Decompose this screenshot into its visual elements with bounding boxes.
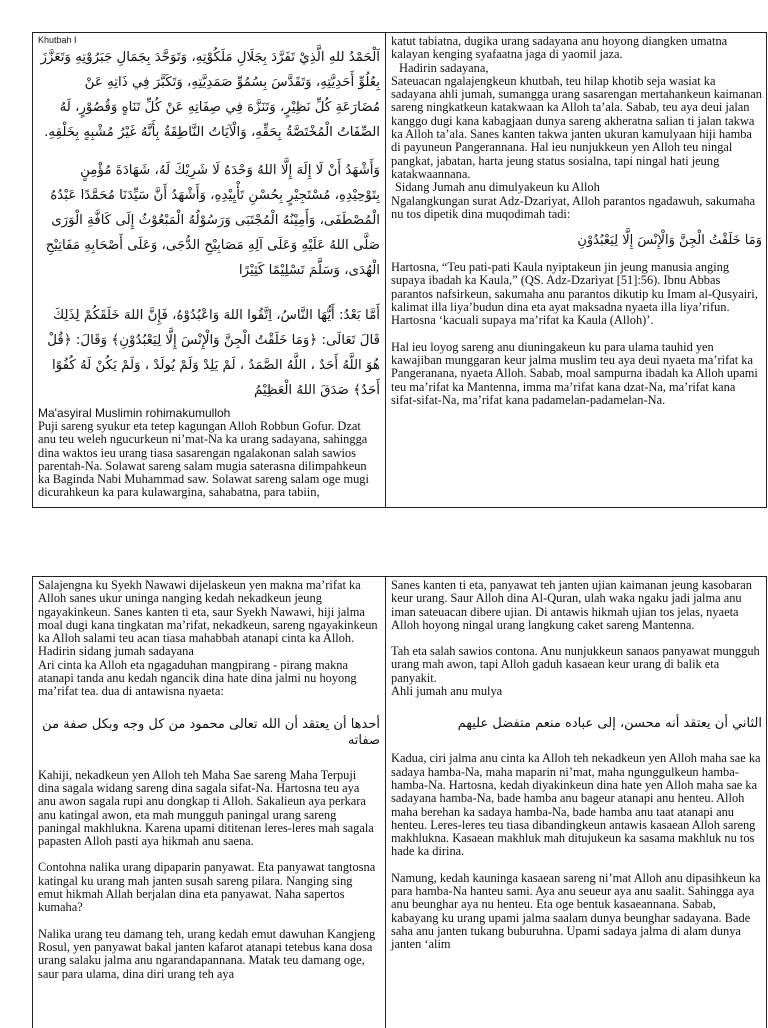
paragraph: Puji sareng syukur eta tetep kagungan Alloh Robbun Gofur. Dzat anu teu weleh ngucurkeun ni’mat-Na ka urang sadayana, sahingga dina waktos ieu urang tiasa sasarengan ngalakonan salah sawios parentah-Na. Solawat sareng salam mugia saterasna dilimpahkeun ka Baginda Nabi Muhammad saw. Solawat sareng salam oge mugi dicurahkeun ka para kulawargina, sahabatna, para tabiin,: [38, 419, 369, 500]
paragraph: Sanes kanten ti eta, panyawat teh janten ujian kaimanan jeung kasobaran keur urang. Saur Alloh dina Al-Quran, ulah waka ngaku jadi jalma anu iman sateuacan dibere ujian. Di antawis hikmah ujian tos jelas, nyaeta Alloh hoyong ningal urang langkung caket sareng Mantenna.: [391, 578, 752, 632]
paragraph: Contohna nalika urang dipaparin panyawat. Eta panyawat tangtosna katingal ku urang mah janten susah sareng pilara. Nanging sing emut hikmah Allah berjalan dina eta panyawat. Naha sapertos kumaha?: [38, 860, 376, 915]
arabic-opening-praise: اَلْحَمْدُ للهِ الَّذِيْ تَفَرَّدَ بِجَلَالِ مَلَكُوْتِهِ، وَتَوَحَّدَ بِجَمَالِ جَبَرُوْتِهِ وَتَعَزَّزَ بِعُلُوِّ أَحَدِيَّتِهِ، وَتَقَدَّسَ بِسُمُوِّ صَمَدِيَّتِهِ، وَتَكَبَّرَ فِي ذَاتِهِ عَنْ مُضَارَعَةِ كُلِّ نَظِيْرٍ، وَتَنَزَّهَ فِي صِفَاتِهِ عَنْ كُلِّ تَنَاهٍ وَقُصُوْرٍ، لَهُ الصِّفَاتُ الْمُخْتَصَّةُ بِحَقِّهِ، وَالْآيَاتُ النَّاطِقَةُ بِأَنَّهُ غَيْرُ مُشْبِهٍ بِخَلْقِهِ.: [40, 50, 380, 140]
paragraph: Hadirin sidang jumah sadayana: [38, 644, 194, 659]
paragraph: Sidang Jumah anu dimulyakeun ku Alloh: [395, 180, 600, 195]
paragraph: Kadua, ciri jalma anu cinta ka Alloh teh nekadkeun yen Alloh maha sae ka sadaya hamba-Na, maha maparin ni’mat, maha ngunggulkeun hamba-hamba-Na. Hartosna, kedah diyakinkeun dina hate yen Alloh maha sae ka sadayana hamba-Na, bade hamba anu bageur atanapi anu henteu. Alloh maha berehan ka sadaya hamba-Na, bade hamba anu taat atanapi anu henteu. Leres-leres teu tiasa dibandingkeun antawis kasaean Alloh sareng makhlukna. Kasaean makhluk mah ditujukeun ka sasama makhluk nu tos hade ka dirina.: [391, 751, 761, 859]
paragraph: katut tabiatna, dugika urang sadayana anu hoyong diangken umatna kalayan kenging syafaatna jaga di yaomil jaza.: [391, 34, 728, 62]
arabic-amma-badu: أَمَّا بَعْدُ: أَيُّهَا النَّاسُ، اِتَّقُوا اللهَ وَاعْبُدُوْهُ، فَإِنَّ اللهَ خَلَقَكُمْ لِذَلِكَ قَالَ تَعَالَى: ﴿وَمَا خَلَقْتُ الْجِنَّ وَالْإِنْسَ إِلَّا لِيَعْبُدُوْنِ﴾ وَقَالَ: ﴿قُلْ هُوَ اللَّهُ أَحَدٌ ، اللَّهُ الصَّمَدُ ، لَمْ يَلِدْ وَلَمْ يُولَدْ ، وَلَمْ يَكُنْ لَهُ كُفُوًا أَحَدٌ﴾ صَدَقَ اللهُ الْعَظِيْمُ: [47, 308, 380, 398]
paragraph: Hartosna, “Teu pati-pati Kaula nyiptakeun jin jeung manusia anging supaya ibadah ka Kaula,” (QS. Adz-Dzariyat [51]:56). Ibnu Abbas parantos nafsirkeun, sakumaha anu parantos dikutip ku Imam al-Qusyairi, kalimat illa liya’budun dina eta ayat maksadna nyaeta illa liya’rifun. Hartosna ‘kacuali supaya ma’rifat ka Kaula (Alloh)’.: [391, 260, 758, 328]
paragraph: Tah eta salah sawios contona. Anu nunjukkeun sanaos panyawat mungguh urang mah awon, tapi Alloh gaduh kasaean keur urang di balik eta panyakit.: [391, 644, 760, 685]
paragraph: Ngalangkungan surat Adz-Dzariyat, Alloh parantos ngadawuh, sakumaha nu tos dipetik dina muqodimah tadi:: [391, 193, 756, 221]
paragraph: Nalika urang teu damang teh, urang kedah emut dawuhan Kangjeng Rosul, yen panyawat bakal janten kafarot atanapi tetebus kana dosa urang salaku jalma anu ngarandapannana. Matak teu damang oge, saur para ulama, dina diri urang teh aya: [38, 926, 376, 981]
paragraph: Salajengna ku Syekh Nawawi dijelaskeun yen makna ma’rifat ka Alloh sanes ukur uninga nanging kedah nekadkeun jeung ngayakinkeun. Sanes kanten ti eta, saur Syekh Nawawi, hiji jalma moal dugi kana tingkatan ma’rifat, nekadkeun, sareng ngayakinkeun ka Alloh salami teu acan tiasa mahabbah atanapi cinta ka Alloh.: [38, 578, 378, 646]
paragraph: Sateuacan ngalajengkeun khutbah, teu hilap khotib seja wasiat ka sadayana ahli jumah, sumangga urang sasarengan mertahankeun kaimanan sareng ningkatkeun katakwaan ka Alloh ta’ala. Sabab, teu aya deui jalan kanggo dugi kana kabagjaan dunya sareng akheratna salian ti jalan takwa ka Alloh ta’ala. Sanes kanten takwa janten ukuran kamulyaan hiji hamba di payuneun Pangerannana. Hal ieu nunjukkeun yen Alloh teu ningal pangkat, jabatan, harta jeung status sosialna, tapi ningal hati jeung katakwaannana.: [391, 73, 762, 181]
paragraph: Kahiji, nekadkeun yen Alloh teh Maha Sae sareng Maha Terpuji dina sagala widang sareng dina sagala sifat-Na. Hartosna teu aya anu awon sagala rupi anu dongkap ti Alloh. Sakalieun aya perkara anu katingal awon, eta mah mungguh paningal urang sareng paningal makhlukna. Karena upami dititenan leres-leres mah sagala papasten Alloh pasti aya hikmah anu saena.: [38, 767, 374, 849]
paragraph: Ahli jumah anu mulya: [391, 684, 503, 699]
paragraph: Ari cinta ka Alloh eta ngagaduhan mangpirang - pirang makna atanapi tanda anu kedah ngancik dina hate dina jalmi nu hoyong ma’rifat tea. dua di antawisna nyaeta:: [38, 657, 357, 699]
arabic-verse: وَمَا خَلَقْتُ الْجِنَّ وَالْإِنْسَ إِلَّا لِيَعْبُدُوْنِ: [577, 233, 762, 249]
page2-table: [32, 576, 767, 1028]
page1-right-column: [386, 33, 766, 507]
paragraph: Hadirin sadayana,: [399, 60, 489, 75]
page2-left-column: [33, 577, 386, 1028]
page2-right-column: [386, 577, 766, 1028]
paragraph: Namung, kedah kauninga kasaean sareng ni’mat Alloh anu dipasihkeun ka para hamba-Na hanteu sami. Aya anu seueur aya anu saalit. Sahingga aya anu beunghar aya nu henteu. Eta oge bentuk kasaeannana. Sabab, kabayang ku urang upami jalma saalam dunya beunghar sadayana. Bade saha anu janten tukang buburuhna. Upami sadaya jalma di alam dunya janten ‘alim: [391, 870, 761, 952]
khutbah-label: Khutbah I: [38, 35, 77, 45]
paragraph: Hal ieu loyog sareng anu diuningakeun ku para ulama tauhid yen kawajiban munggaran keur jalma muslim teu aya deui nyaeta ma’rifat ka Pangeranana, nyaeta Alloh. Sabab, moal sampurna ibadah ka Alloh upami teu ma’rifat ka Mantenna, imma ma’rifat kana dzat-Na, ma’rifat kana sifat-sifat-Na, ma’rifat kana padamelan-padamelan-Na.: [391, 339, 758, 407]
arabic-quote: أحدها أن يعتقد أن الله تعالى محمود من كل وجه وبكل صفة من صفاته: [42, 716, 380, 748]
page1-table: [32, 32, 767, 508]
page1-left-column: [33, 33, 386, 507]
arabic-shahada: وَأَشْهَدُ أَنْ لَا إِلَهَ إِلَّا اللهُ وَحْدَهُ لَا شَرِيْكَ لَهُ، شَهَادَةَ مُؤْمِنٍ بِتَوْحِيْدِهِ، مُسْتَجِيْرٍ بِحُسْنِ تَأْيِيْدِهِ، وَأَشْهَدُ أَنَّ سَيِّدَنَا مُحَمَّدًا عَبْدُهُ الْمُصْطَفَى، وَأَمِيْنُهُ الْمُجْتَبَى وَرَسُوْلُهُ الْمَبْعُوْثُ إِلَى كَافَّةِ الْوَرَى صَلَّى اللهُ عَلَيْهِ وَعَلَى آلِهِ مَصَابِيْحِ الدُّجَى، وَعَلَى أَصْحَابِهِ مَفَاتِيْحِ الْهُدَى، وَسَلَّمَ تَسْلِيْمًا كَثِيْرًا: [45, 163, 380, 278]
arabic-quote: الثاني أن يعتقد أنه محسن، إلى عباده منعم متفضل عليهم: [457, 716, 762, 732]
section-heading: Ma'asyiral Muslimin rohimakumulloh: [38, 406, 231, 420]
